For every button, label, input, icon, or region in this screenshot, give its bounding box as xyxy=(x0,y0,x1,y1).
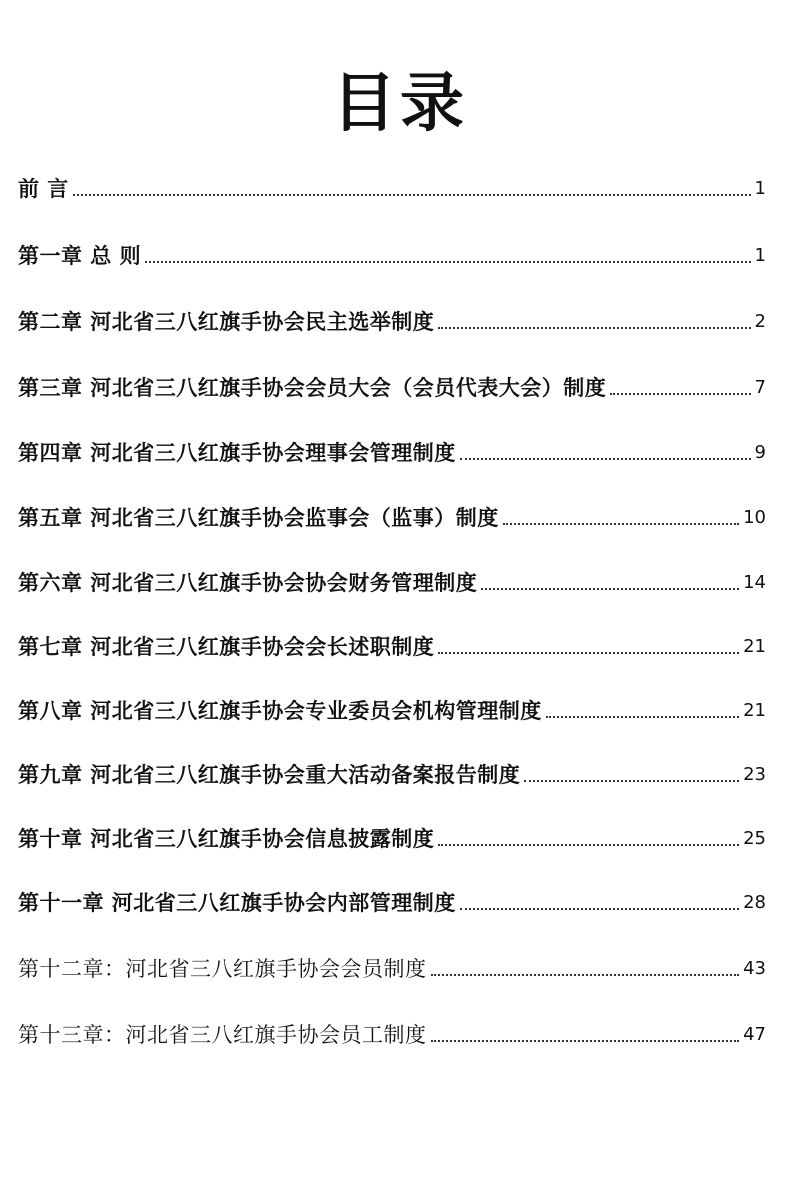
toc-entry-chapter-6[interactable] xyxy=(18,562,766,598)
toc-entry-chapter-7[interactable] xyxy=(18,626,766,662)
toc-entry-chapter-12[interactable] xyxy=(18,948,766,984)
toc-entry-title: 第四章 河北省三八红旗手协会理事会管理制度 xyxy=(18,441,456,465)
toc-entry-title: 第六章 河北省三八红旗手协会协会财务管理制度 xyxy=(18,571,478,595)
toc-entry-title: 第五章 河北省三八红旗手协会监事会（监事）制度 xyxy=(18,506,499,530)
toc-dot-leader xyxy=(438,327,750,329)
toc-entry-title: 第八章 河北省三八红旗手协会专业委员会机构管理制度 xyxy=(18,699,542,723)
toc-entry-chapter-5[interactable] xyxy=(18,497,766,533)
toc-dot-leader xyxy=(431,974,740,976)
toc-page-number: 21 xyxy=(743,700,766,721)
toc-dot-leader xyxy=(73,194,751,196)
toc-entry-chapter-2[interactable] xyxy=(18,301,766,337)
toc-entry-title: 第九章 河北省三八红旗手协会重大活动备案报告制度 xyxy=(18,763,521,787)
toc-entry-chapter-9[interactable] xyxy=(18,754,766,790)
toc-dot-leader xyxy=(438,844,739,846)
toc-page-number: 1 xyxy=(754,245,766,266)
toc-dot-leader xyxy=(481,588,739,590)
toc-page-number: 43 xyxy=(743,958,766,979)
toc-entry-title: 第七章 河北省三八红旗手协会会长述职制度 xyxy=(18,635,435,659)
toc-entry-title: 第一章 总 则 xyxy=(18,244,142,268)
toc-page-number: 2 xyxy=(754,311,766,332)
toc-page-number: 21 xyxy=(743,636,766,657)
toc-entry-title: 第二章 河北省三八红旗手协会民主选举制度 xyxy=(18,310,435,334)
toc-dot-leader xyxy=(546,716,739,718)
page-title: 目录 xyxy=(332,66,468,141)
toc-entry-chapter-11[interactable] xyxy=(18,882,766,918)
toc-entry-title: 第十一章 河北省三八红旗手协会内部管理制度 xyxy=(18,891,456,915)
toc-dot-leader xyxy=(145,261,750,263)
toc-page-number: 28 xyxy=(743,892,766,913)
toc-entry-title: 第十章 河北省三八红旗手协会信息披露制度 xyxy=(18,827,435,851)
toc-entry-chapter-13[interactable] xyxy=(18,1014,766,1050)
toc-page-number: 1 xyxy=(754,178,766,199)
toc-dot-leader xyxy=(524,780,739,782)
toc-entry-chapter-4[interactable] xyxy=(18,432,766,468)
toc-dot-leader xyxy=(431,1040,740,1042)
toc-page-number: 25 xyxy=(743,828,766,849)
toc-dot-leader xyxy=(460,908,739,910)
toc-page-number: 10 xyxy=(743,507,766,528)
toc-page-number: 47 xyxy=(743,1024,766,1045)
toc-dot-leader xyxy=(503,523,739,525)
toc-page-number: 23 xyxy=(743,764,766,785)
toc-entry-title: 第十三章：河北省三八红旗手协会员工制度 xyxy=(18,1023,427,1047)
toc-page-number: 14 xyxy=(743,572,766,593)
toc-page-number: 7 xyxy=(754,377,766,398)
toc-page-number: 9 xyxy=(754,442,766,463)
toc-dot-leader xyxy=(460,458,751,460)
toc-entry-title: 第十二章：河北省三八红旗手协会会员制度 xyxy=(18,957,427,981)
toc-entry-title: 前 言 xyxy=(18,177,69,201)
toc-entry-chapter-8[interactable] xyxy=(18,690,766,726)
toc-entry-chapter-1[interactable] xyxy=(18,235,766,271)
toc-dot-leader xyxy=(610,393,750,395)
toc-entry-preface[interactable] xyxy=(18,168,766,204)
toc-entry-chapter-3[interactable] xyxy=(18,367,766,403)
toc-dot-leader xyxy=(438,652,739,654)
toc-entry-title: 第三章 河北省三八红旗手协会会员大会（会员代表大会）制度 xyxy=(18,376,607,400)
toc-entry-chapter-10[interactable] xyxy=(18,818,766,854)
